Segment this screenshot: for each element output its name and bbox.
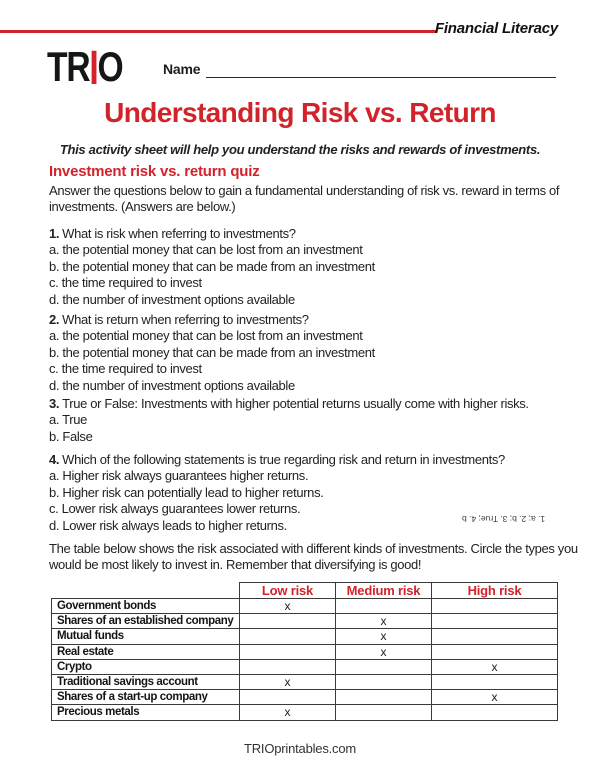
row-label-startup-company[interactable]: Shares of a start-up company	[52, 690, 240, 705]
table-intro-text: The table below shows the risk associated with different kinds of investments. Circle the types you would be most likely to invest in. Remember that diversifying is good!	[49, 541, 578, 573]
table-row	[52, 659, 558, 674]
table-row	[52, 644, 558, 659]
table-row	[52, 705, 558, 720]
question-4-option-b[interactable]: b. Higher risk can potentially lead to higher returns.	[49, 484, 324, 500]
question-4-option-a[interactable]: a. Higher risk always guarantees higher returns.	[49, 468, 309, 484]
logo-text-o: O	[97, 43, 123, 90]
question-number: 3.	[49, 396, 60, 411]
risk-mark-cell: x	[336, 629, 432, 644]
risk-mark-cell: x	[240, 674, 336, 689]
risk-mark-cell	[240, 690, 336, 705]
risk-mark-cell: x	[336, 614, 432, 629]
page-title: Understanding Risk vs. Return	[104, 97, 496, 128]
logo-text-tr: TR	[47, 43, 90, 90]
risk-table-container	[51, 582, 558, 721]
table-header-blank-cell	[52, 583, 240, 599]
risk-table	[51, 582, 558, 721]
answer-key-text: 1. a; 2. b; 3. True; 4. b	[461, 514, 545, 524]
quiz-intro-text: Answer the questions below to gain a fundamental understanding of risk vs. reward in terms of investments. (Answers are below.)	[49, 183, 560, 215]
risk-mark-cell	[336, 674, 432, 689]
column-header-medium-risk: Medium risk	[336, 583, 432, 599]
answer-key-upside-down	[462, 514, 545, 524]
question-2-option-a[interactable]: a. the potential money that can be lost from an investment	[49, 328, 363, 344]
question-2-option-d[interactable]: d. the number of investment options available	[49, 377, 295, 393]
table-row	[52, 614, 558, 629]
question-1-option-b[interactable]: b. the potential money that can be made from an investment	[49, 258, 375, 274]
question-1-option-d[interactable]: d. the number of investment options available	[49, 291, 295, 307]
table-row	[52, 674, 558, 689]
row-label-savings-account[interactable]: Traditional savings account	[52, 674, 240, 689]
row-label-precious-metals[interactable]: Precious metals	[52, 705, 240, 720]
table-row	[52, 599, 558, 614]
risk-mark-cell: x	[432, 690, 558, 705]
question-3	[49, 396, 581, 445]
risk-mark-cell	[336, 659, 432, 674]
row-label-government-bonds[interactable]: Government bonds	[52, 599, 240, 614]
table-row	[52, 629, 558, 644]
risk-mark-cell: x	[432, 659, 558, 674]
question-1	[49, 226, 581, 308]
table-row	[52, 690, 558, 705]
risk-mark-cell	[240, 659, 336, 674]
section-heading-quiz: Investment risk vs. return quiz	[49, 163, 260, 180]
risk-mark-cell	[432, 705, 558, 720]
risk-mark-cell	[432, 614, 558, 629]
row-label-crypto[interactable]: Crypto	[52, 659, 240, 674]
risk-mark-cell	[336, 690, 432, 705]
header-divider-line	[0, 30, 436, 33]
question-3-option-b[interactable]: b. False	[49, 428, 93, 444]
question-1-option-c[interactable]: c. the time required to invest	[49, 275, 202, 291]
row-label-established-company[interactable]: Shares of an established company	[52, 614, 240, 629]
risk-mark-cell	[432, 599, 558, 614]
question-3-option-a[interactable]: a. True	[49, 412, 88, 428]
question-2-option-c[interactable]: c. the time required to invest	[49, 361, 202, 377]
question-2	[49, 312, 581, 394]
name-field[interactable]	[206, 61, 556, 78]
question-number: 1.	[49, 226, 60, 241]
name-row	[163, 61, 556, 78]
question-number: 2.	[49, 312, 60, 327]
risk-mark-cell: x	[336, 644, 432, 659]
question-text: What is return when referring to investments?	[62, 312, 309, 327]
risk-mark-cell	[240, 629, 336, 644]
category-label: Financial Literacy	[434, 20, 558, 37]
footer-site-text: TRIOprintables.com	[244, 741, 356, 756]
risk-mark-cell	[432, 644, 558, 659]
column-header-high-risk: High risk	[432, 583, 558, 599]
question-1-option-a[interactable]: a. the potential money that can be lost from an investment	[49, 242, 363, 258]
brand-logo	[47, 40, 123, 95]
name-label: Name	[163, 61, 201, 77]
page-subtitle: This activity sheet will help you understand the risks and rewards of investments.	[59, 142, 541, 157]
risk-mark-cell	[432, 629, 558, 644]
table-header-row	[52, 583, 558, 599]
question-4-prompt	[49, 452, 581, 468]
question-1-prompt	[49, 226, 581, 242]
column-header-low-risk: Low risk	[240, 583, 336, 599]
question-4-option-d[interactable]: d. Lower risk always leads to higher returns.	[49, 517, 287, 533]
question-text: Which of the following statements is true regarding risk and return in investments?	[62, 452, 505, 467]
risk-mark-cell: x	[240, 599, 336, 614]
risk-mark-cell	[432, 674, 558, 689]
risk-mark-cell	[240, 644, 336, 659]
question-number: 4.	[49, 452, 60, 467]
question-3-prompt	[49, 396, 581, 412]
question-2-prompt	[49, 312, 581, 328]
question-text: What is risk when referring to investments?	[62, 226, 296, 241]
risk-mark-cell	[336, 599, 432, 614]
logo-red-i: I	[89, 40, 98, 95]
row-label-real-estate[interactable]: Real estate	[52, 644, 240, 659]
row-label-mutual-funds[interactable]: Mutual funds	[52, 629, 240, 644]
risk-mark-cell: x	[240, 705, 336, 720]
risk-mark-cell	[240, 614, 336, 629]
question-2-option-b[interactable]: b. the potential money that can be made from an investment	[49, 344, 375, 360]
question-text: True or False: Investments with higher potential returns usually come with higher risks.	[62, 396, 529, 411]
question-4-option-c[interactable]: c. Lower risk always guarantees lower returns.	[49, 501, 301, 517]
risk-mark-cell	[336, 705, 432, 720]
